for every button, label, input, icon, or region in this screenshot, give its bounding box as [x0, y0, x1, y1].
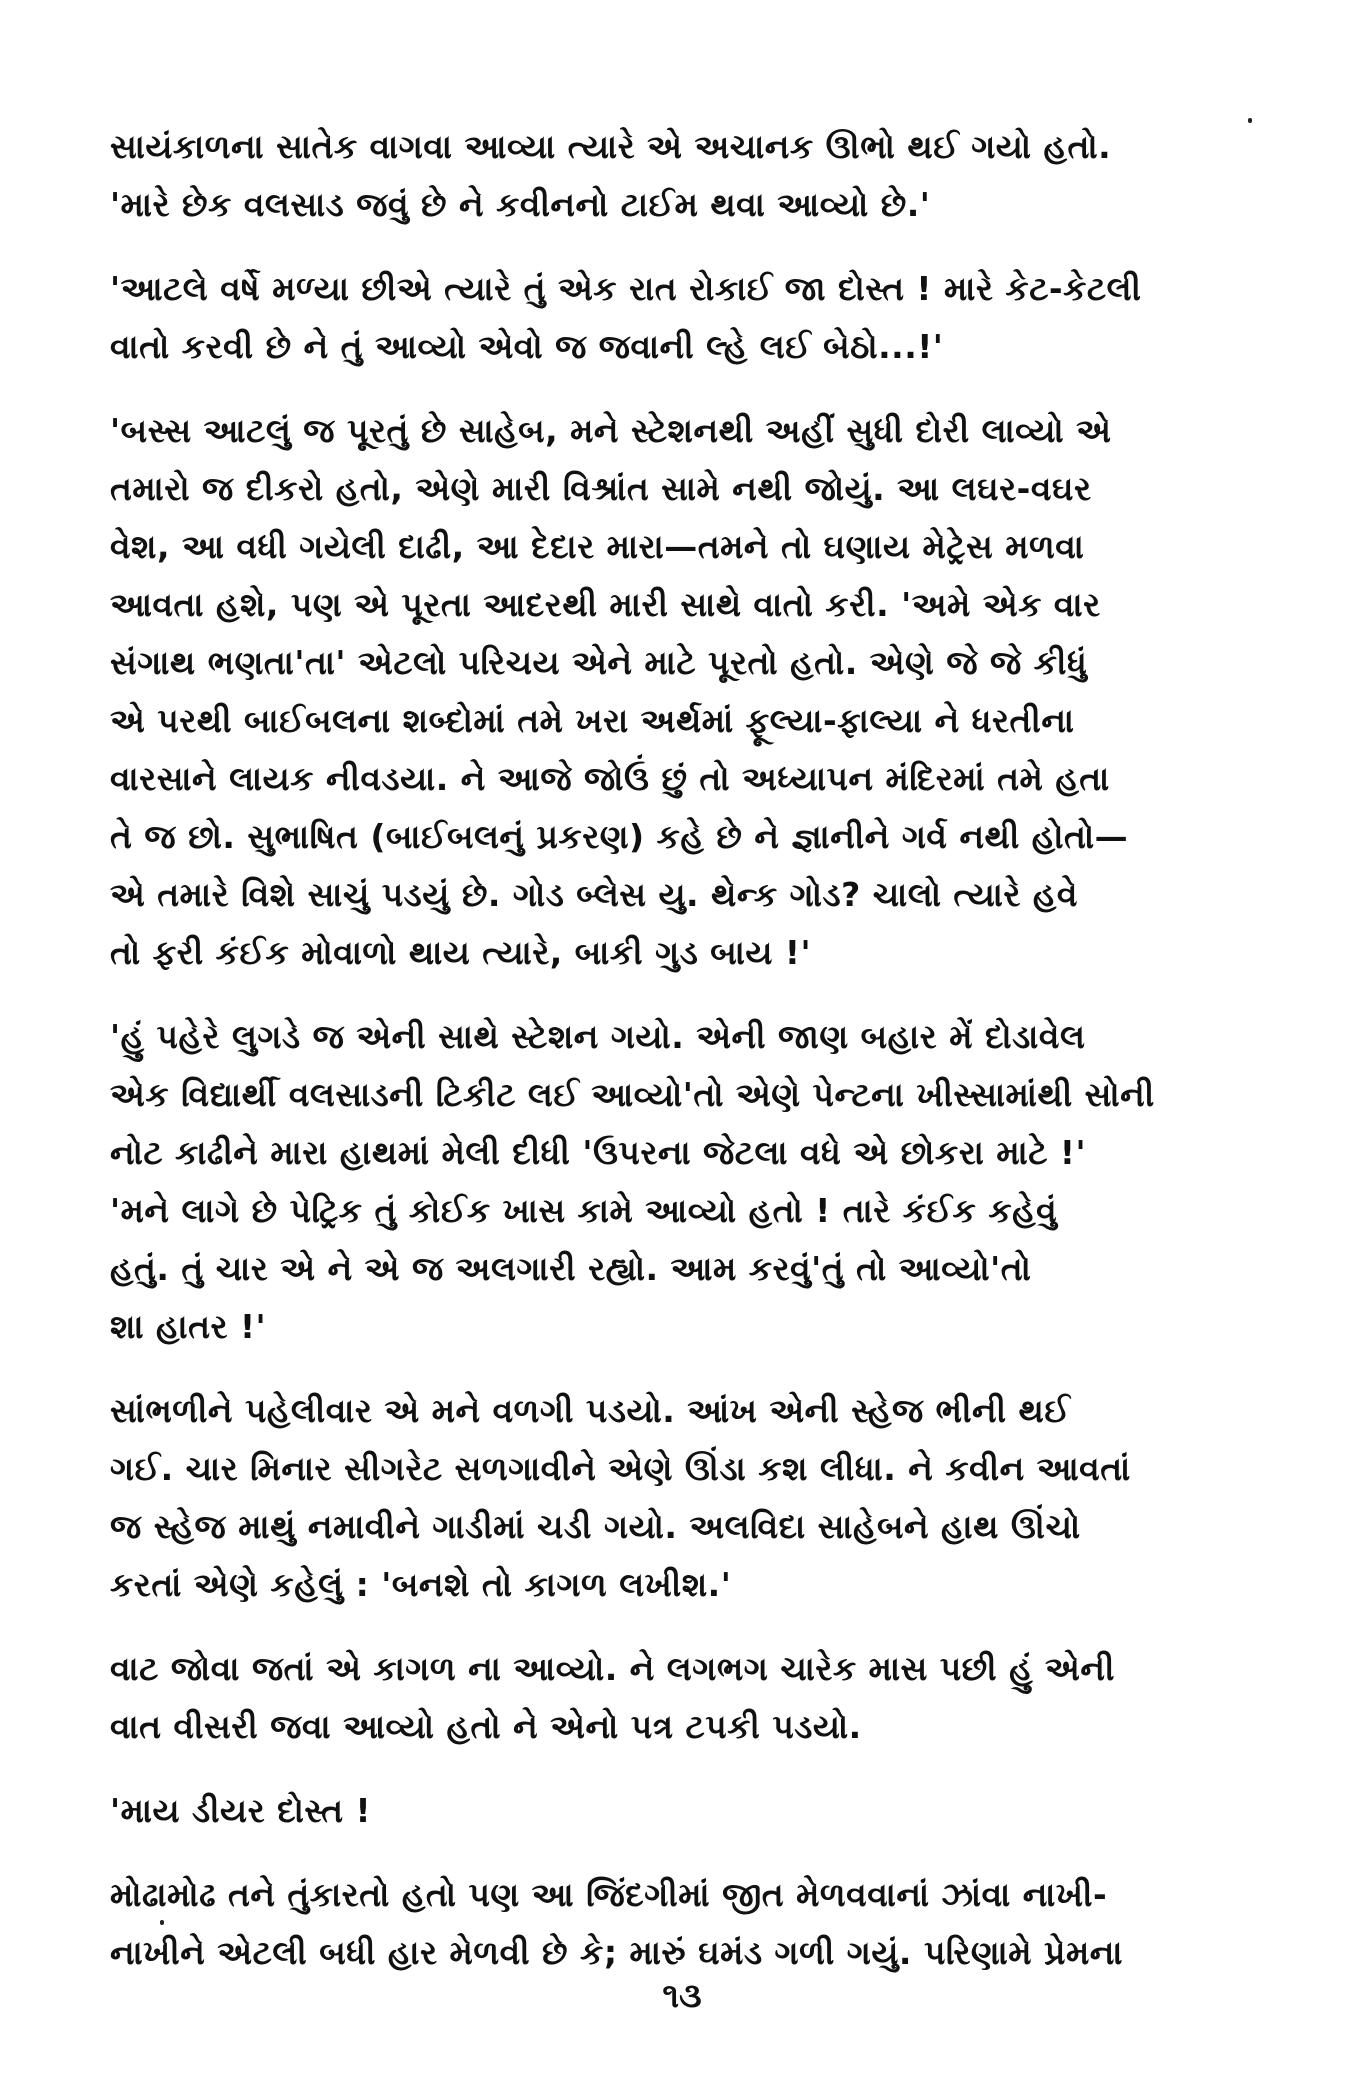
text-line: 'મારે છેક વલસાડ જવું છે ને કવીનનો ટાઈમ થવા આવ્યો છે.': [110, 185, 931, 224]
text-line: આવતા હશે, પણ એ પૂરતા આદરથી મારી સાથે વાતો કરી. 'અમે એક વાર: [110, 585, 1101, 624]
text-line: તો ફરી કંઈક મોવાળો થાય ત્યારે, બાકી ગુડ બાય !': [110, 933, 812, 972]
ink-speck: [1248, 118, 1252, 123]
text-line: તે જ છો. સુભાષિત (બાઈબલનું પ્રકરણ) કહે છે ને જ્ઞાનીને ગર્વ નથી હોતો—: [110, 817, 1129, 856]
text-line: 'આટલે વર્ષે મળ્યા છીએ ત્યારે તું એક રાત રોકાઈ જા દોસ્ત ! મારે કેટ-કેટલી: [110, 269, 1142, 308]
text-line: નોટ કાઢીને મારા હાથમાં મેલી દીધી 'ઉપરના જેટલા વધે એ છોકરા માટે !': [110, 1133, 1087, 1172]
text-line: 'બસ્સ આટલું જ પૂરતું છે સાહેબ, મને સ્ટેશનથી અહીં સુધી દોરી લાવ્યો એ: [110, 411, 1112, 450]
text-line: એક વિદ્યાર્થી વલસાડની ટિકીટ લઈ આવ્યો'તો એણે પેન્ટના ખીસ્સામાંથી સોની: [110, 1075, 1155, 1114]
paragraph: [110, 1382, 1250, 1614]
text-line: સાયંકાળના સાતેક વાગવા આવ્યા ત્યારે એ અચાનક ઊભો થઈ ગયો હતો.: [110, 127, 1112, 166]
text-line: નાખીને એટલી બધી હાર મેળવી છે કે; મારું ઘમંડ ગળી ગયું. પરિણામે પ્રેમના: [110, 1933, 1123, 1972]
paragraph: [110, 1008, 1250, 1356]
text-line: મોઢામોઢ તને તુંકારતો હતો પણ આ જિંદગીમાં જીત મેળવવાનાં ઝાંવા નાખી-: [110, 1875, 1108, 1914]
text-line: વેશ, આ વધી ગયેલી દાઢી, આ દેદાર મારા—તમને તો ઘણાય મેટ્રેસ મળવા: [110, 527, 1085, 566]
paragraph: [110, 1640, 1250, 1756]
text-line: હતું. તું ચાર એ ને એ જ અલગારી રહ્યો. આમ કરવું'તું તો આવ્યો'તો: [110, 1249, 1032, 1288]
page-number: ૧૩: [662, 1976, 702, 2016]
text-line: વાતો કરવી છે ને તું આવ્યો એવો જ જવાની લ્હે લઈ બેઠો...!': [110, 327, 944, 366]
text-line: કરતાં એણે કહેલું : 'બનશે તો કાગળ લખીશ.': [110, 1565, 732, 1604]
ink-speck: [160, 1920, 164, 1925]
body-text: [110, 118, 1250, 2008]
text-line: વાત વીસરી જવા આવ્યો હતો ને એનો પત્ર ટપકી પડયો.: [110, 1707, 862, 1746]
paragraph: [110, 402, 1250, 982]
text-line: સંગાથ ભણતા'તા' એટલો પરિચય એને માટે પૂરતો હતો. એણે જે જે કીધું: [110, 643, 1088, 682]
text-line: 'માય ડીયર દોસ્ત !: [110, 1791, 372, 1830]
text-line: શા હાતર !': [110, 1307, 267, 1346]
text-line: 'મને લાગે છે પેટ્રિક તું કોઈક ખાસ કામે આવ્યો હતો ! તારે કંઈક કહેવું: [110, 1191, 1058, 1230]
paragraph: [110, 1866, 1250, 1982]
text-line: વાટ જોવા જતાં એ કાગળ ના આવ્યો. ને લગભગ ચારેક માસ પછી હું એની: [110, 1649, 1115, 1688]
paragraph: [110, 118, 1250, 234]
text-line: વારસાને લાયક નીવડયા. ને આજે જોઉં છું તો અધ્યાપન મંદિરમાં તમે હતા: [110, 759, 1110, 798]
text-line: એ તમારે વિશે સાચું પડયું છે. ગોડ બ્લેસ યુ. થેન્ક ગોડ? ચાલો ત્યારે હવે: [110, 875, 1078, 914]
text-line: તમારો જ દીકરો હતો, એણે મારી વિશ્રાંત સામે નથી જોયું. આ લઘર-વઘર: [110, 469, 1092, 508]
paragraph: [110, 1782, 1250, 1840]
text-line: જ સ્હેજ માથું નમાવીને ગાડીમાં ચડી ગયો. અલવિદા સાહેબને હાથ ઊંચો: [110, 1507, 1081, 1546]
text-line: ગઈ. ચાર મિનાર સીગરેટ સળગાવીને એણે ઊંડા કશ લીધા. ને કવીન આવતાં: [110, 1449, 1131, 1488]
text-line: સાંભળીને પહેલીવાર એ મને વળગી પડયો. આંખ એની સ્હેજ ભીની થઈ: [110, 1391, 1071, 1430]
paragraph: [110, 260, 1250, 376]
text-line: એ પરથી બાઈબલના શબ્દોમાં તમે ખરા અર્થમાં ફૂલ્યા-ફાલ્યા ને ધરતીના: [110, 701, 1075, 740]
text-line: 'હું પહેરે લુગડે જ એની સાથે સ્ટેશન ગયો. એની જાણ બહાર મેં દોડાવેલ: [110, 1017, 1086, 1056]
